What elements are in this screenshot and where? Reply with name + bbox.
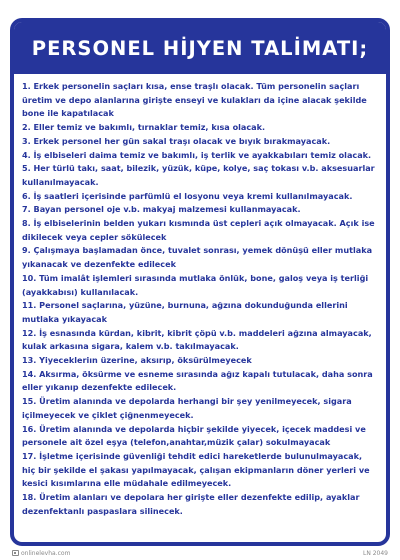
rule-item: 6. İş saatleri içerisinde parfümlü el losyonu veya kremi kullanılmayacak. — [22, 190, 353, 201]
rule-item: 18. Üretim alanları ve depolara her girişte eller dezenfekte edilip, ayaklar dezenfektanlı paspaslara silinecek. — [22, 492, 360, 516]
rule-item: 11. Personel saçlarına, yüzüne, burnuna, ağzına dokunduğunda ellerini mutlaka yıkayacak — [22, 300, 348, 324]
rule-item: 17. İşletme içerisinde güvenliği tehdit edici hareketlerde bulunulmayacak, hiç bir şekilde el şakası yapılmayacak, çalışan ekipmanların döner yerleri ve kesici kısımlarına elle müdahale edilmeyecek. — [22, 450, 370, 489]
sign-footer — [12, 548, 388, 558]
rule-item: 13. Yiyecekleriın üzerine, aksırıp, öksürülmeyecek — [22, 355, 252, 366]
brand — [12, 550, 70, 557]
rule-item: 4. İş elbiseleri daima temiz ve bakımlı, iş terlik ve ayakkabıları temiz olacak. — [22, 149, 372, 160]
brand-logo-icon — [12, 550, 19, 556]
product-code: LN 2049 — [362, 549, 388, 557]
rule-item: 14. Aksırma, öksürme ve esneme sırasında ağız kapalı tutulacak, daha sonra eller yıkanıp dezenfekte edilecek. — [22, 368, 373, 393]
sign-frame — [10, 18, 390, 546]
rule-item: 7. Bayan personel oje v.b. makyaj malzemesi kullanmayacak. — [22, 204, 301, 215]
brand-name: onlinelevha.com — [21, 549, 71, 557]
rule-item: 10. Tüm imalât işlemleri sırasında mutlaka önlük, bone, galoş veya iş terliği (ayakkabısı) kullanılacak. — [22, 272, 369, 297]
rule-item: 8. İş elbiselerinin belden yukarı kısmında üst cepleri açık olmayacak. Açık ise dikilecek veya cepler sökülecek — [22, 218, 375, 242]
rule-item: 1. Erkek personelin saçları kısa, ense traşlı olacak. Tüm personelin saçları üretim ve depo alanlarına girişte enseyi ve kulakları da içine alacak şekilde bone ile kapatılacak — [22, 81, 367, 119]
sign-title: PERSONEL HİJYEN TALİMATI; — [31, 36, 369, 60]
rule-item: 15. Üretim alanında ve depolarda herhangi bir şey yenilmeyecek, sigara içilmeyecek ve çiklet çiğnenmeyecek. — [22, 396, 352, 420]
rule-item: 9. Çalışmaya başlamadan önce, tuvalet sonrası, yemek dönüşü eller mutlaka yıkanacak ve dezenfekte edilecek — [22, 245, 373, 270]
rules-list — [14, 74, 386, 519]
sign-header — [14, 22, 386, 74]
rule-item: 2. Eller temiz ve bakımlı, tırnaklar temiz, kısa olacak. — [22, 122, 266, 133]
rule-item: 12. İş esnasında kürdan, kibrit, kibrit çöpü v.b. maddeleri ağzına almayacak, kulak arkasına sigara, kalem v.b. takılmayacak. — [22, 327, 372, 352]
rule-item: 3. Erkek personel her gün sakal traşı olacak ve bıyık bırakmayacak. — [22, 135, 331, 146]
rule-item: 16. Üretim alanında ve depolarda hiçbir şekilde yiyecek, içecek maddesi ve personele ait özel eşya (telefon,anahtar,müzik çalar) sokulmayacak — [22, 423, 366, 448]
rule-item: 5. Her türlü takı, saat, bilezik, yüzük, küpe, kolye, saç tokası v.b. aksesuarlar kullanılmayacak. — [22, 163, 375, 187]
